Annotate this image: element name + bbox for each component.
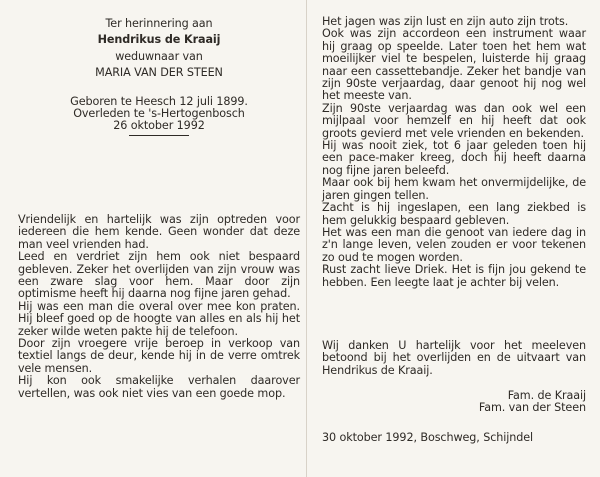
widower-line: weduwnaar van: [115, 49, 203, 63]
in-memory-line: Ter herinnering aan: [105, 17, 213, 30]
paragraph-stories: Hij kon ook smakelijke verhalen daarover vertellen, was ook niet vies van een goede mop.: [18, 374, 300, 400]
deceased-name: Hendrikus de Kraaij: [97, 33, 221, 47]
right-body: [322, 16, 586, 289]
paragraph-grief: Leed en verdriet zijn hem ook niet bespaard gebleven. Zeker het overlijden van zijn vrouw was een zware slag voor hem. Maar door zijn optimisme heeft hij daarna nog fijne jaren gehad.: [18, 250, 300, 301]
signatures: [322, 390, 600, 415]
paragraph-hunting: Het jagen was zijn lust en zijn auto zijn trots.: [322, 15, 569, 28]
paragraph-inevitable: Maar ook bij hem kwam het onvermijdelijke, de jaren gingen tellen.: [322, 176, 586, 202]
paragraph-long-life: Het was een man die genoot van iedere dag in z'n lange leven, velen zouden er voor tekenen zo oud te mogen worden.: [322, 225, 586, 264]
paragraph-farewell: Rust zacht lieve Driek. Het is fijn jou gekend te hebben. Een leegte laat je achter bij velen.: [322, 263, 586, 289]
birth-line: Geboren te Heesch 12 juli 1899.: [70, 94, 248, 108]
paragraph-profession: Door zijn vroegere vrije beroep in verkoop van textiel langs de deur, kende hij in de verre omtrek vele mensen.: [18, 337, 300, 375]
thanks-text: Wij danken U hartelijk voor het meeleven betoond bij het overlijden en de uitvaart van Hendrikus de Kraaij.: [322, 339, 586, 377]
thanks-block: [322, 340, 586, 377]
paragraph-passing: Zacht is hij ingeslapen, een lang ziekbed is hem gelukkig bespaard gebleven.: [322, 201, 586, 227]
death-place-line: Overleden te 's-Hertogenbosch: [73, 107, 245, 121]
signature-family-de-kraaij: Fam. de Kraaij: [507, 389, 586, 402]
header-divider: [129, 135, 189, 136]
signature-family-van-der-steen: Fam. van der Steen: [478, 401, 586, 415]
paragraph-birthday: Zijn 90ste verjaardag was dan ook wel een mijlpaal voor hemzelf en hij heeft dat ook groots gevierd met vele vrienden en bekenden.: [322, 101, 586, 140]
left-body: [18, 214, 300, 400]
footer-date-place: 30 oktober 1992, Boschweg, Schijndel: [322, 431, 534, 444]
paragraph-accordion: Ook was zijn accordeon een instrument waar hij graag op speelde. Later toen het hem wat moeilijker viel te bespelen, luisterde hij graag naar een cassettebandje. Zeker het bandje van zijn 90ste verjaardag, daar genoot hij nog wel het meeste van.: [322, 27, 586, 103]
paragraph-kindness: Vriendelijk en hartelijk was zijn optreden voor iedereen die hem kende. Geen wonder dat deze man veel vrienden had.: [18, 213, 300, 251]
paragraph-health: Hij was nooit ziek, tot 6 jaar geleden toen hij een pace-maker kreeg, doch hij heeft daarna nog fijne jaren beleefd.: [322, 139, 586, 177]
paragraph-conversation: Hij was een man die overal over mee kon praten. Hij bleef goed op de hoogte van alles en als hij het zeker wilde weten pakte hij de telefoon.: [18, 299, 300, 338]
death-date-line: 26 oktober 1992: [113, 119, 205, 133]
fold-line: [306, 0, 307, 477]
spouse-name: MARIA VAN DER STEEN: [95, 66, 223, 80]
memorial-header: [18, 18, 300, 136]
